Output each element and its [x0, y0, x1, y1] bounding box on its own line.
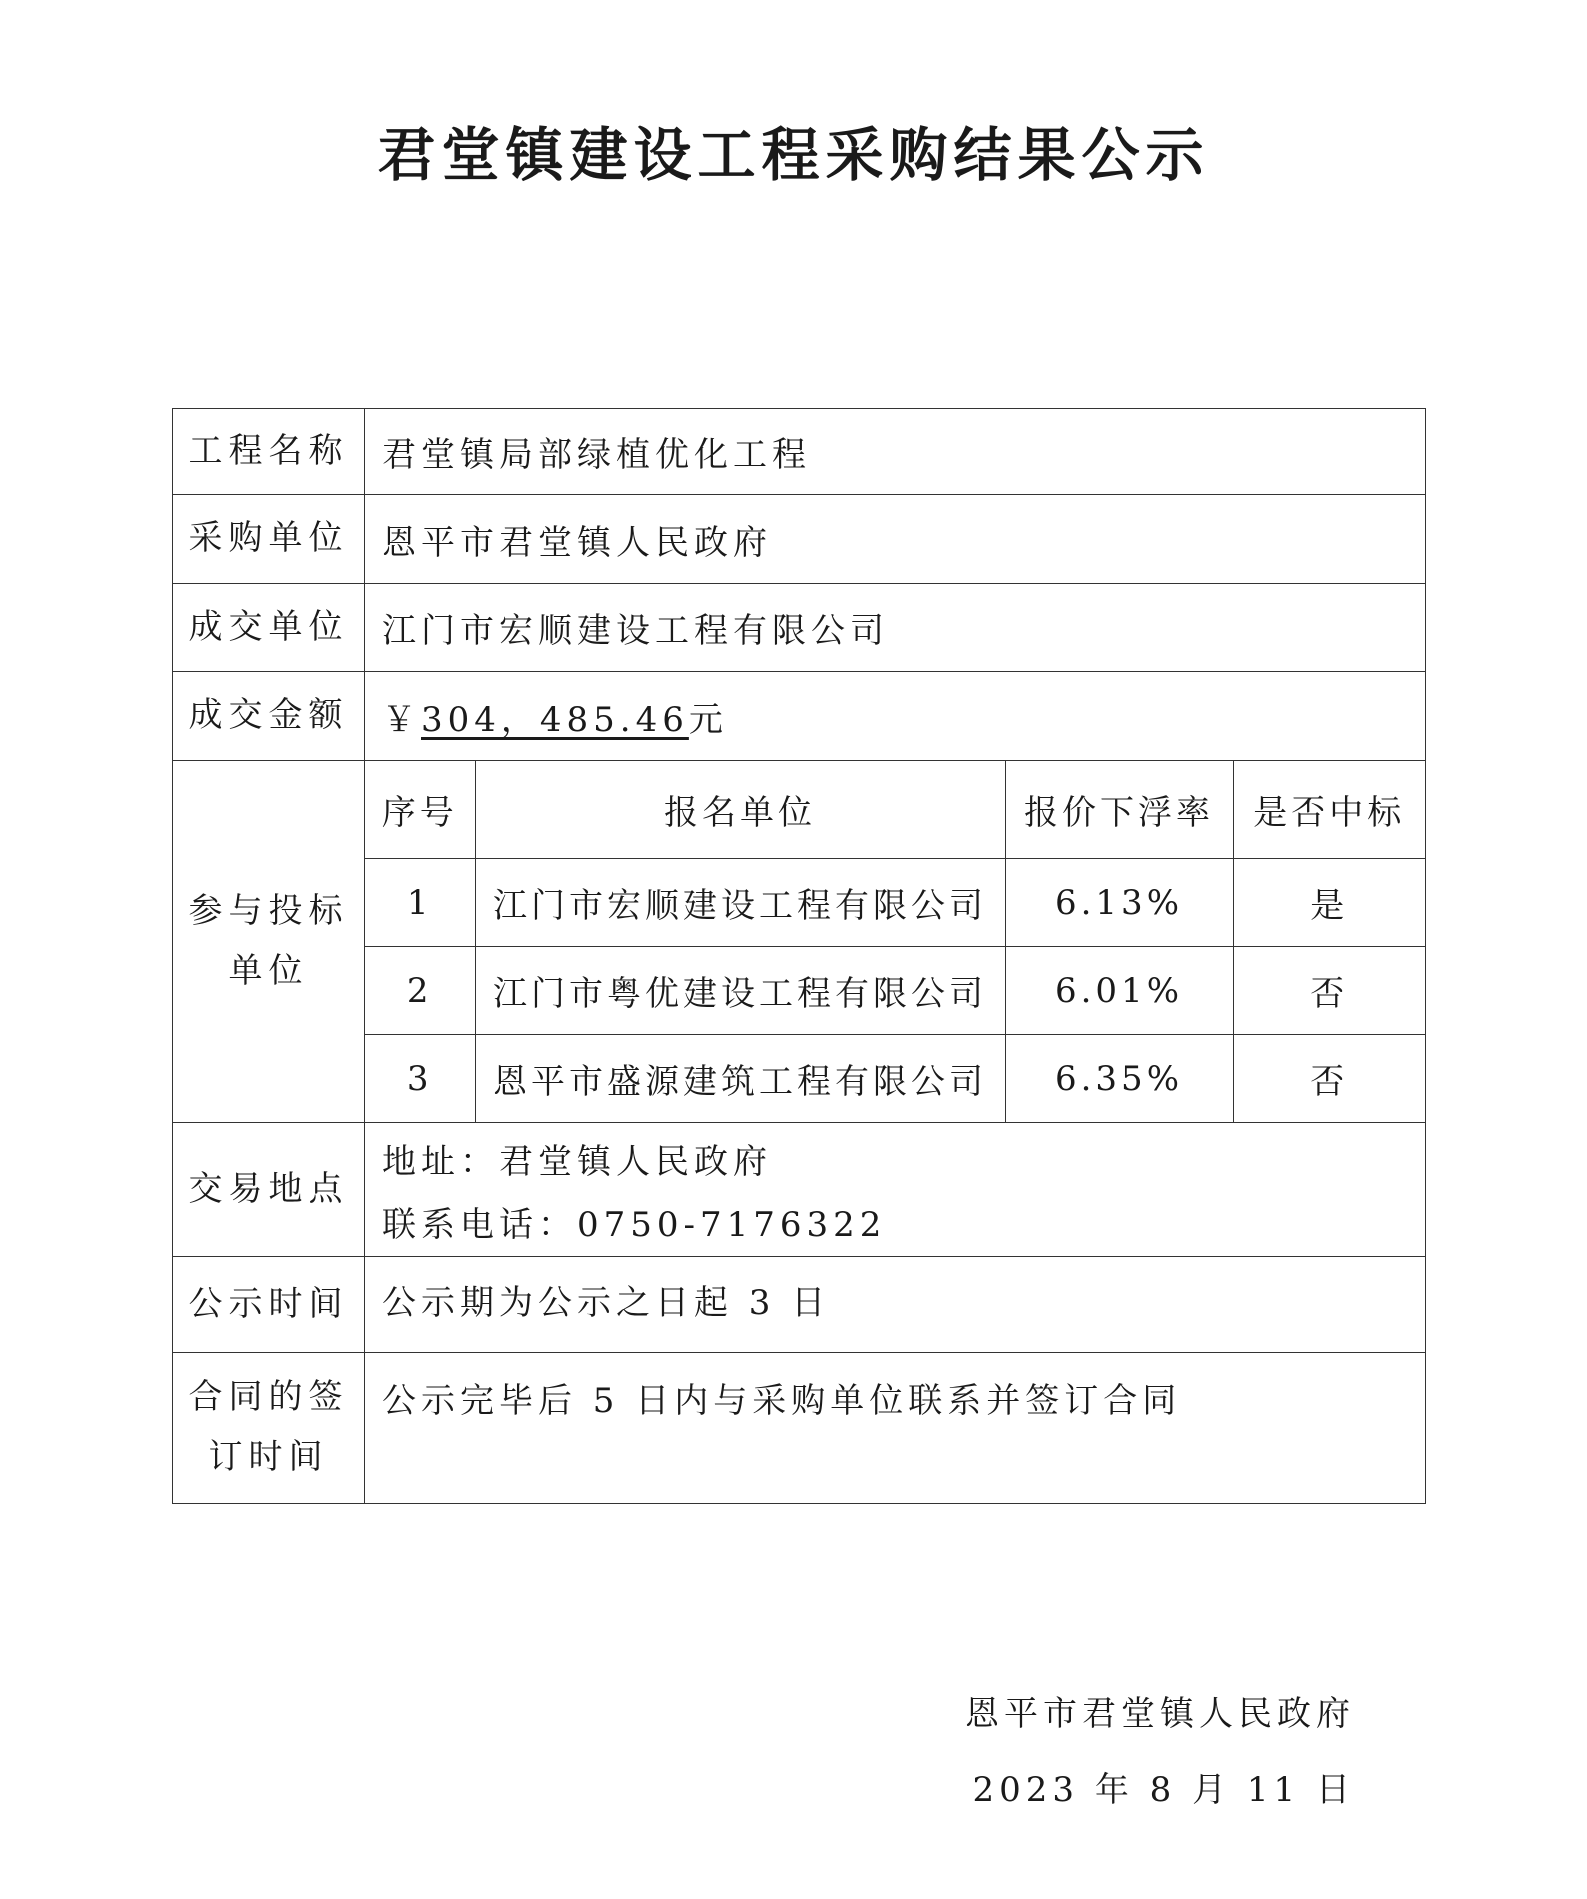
row-bidders	[173, 761, 1426, 1123]
project-name-value: 君堂镇局部绿植优化工程	[365, 409, 1426, 495]
bidders-label-line1: 参与投标	[188, 890, 349, 931]
purchaser-value: 恩平市君堂镇人民政府	[365, 495, 1426, 584]
row-contract	[173, 1353, 1426, 1504]
page-title: 君堂镇建设工程采购结果公示	[377, 121, 1210, 189]
table-row	[365, 1035, 1425, 1123]
row-purchaser	[173, 495, 1426, 584]
bidder-name: 江门市粤优建设工程有限公司	[475, 947, 1005, 1035]
row-winner	[173, 584, 1426, 672]
contract-value: 公示完毕后 5 日内与采购单位联系并签订合同	[365, 1353, 1426, 1504]
location-address: 地址：君堂镇人民政府	[382, 1141, 772, 1182]
period-label: 公示时间	[173, 1257, 365, 1353]
winner-label: 成交单位	[173, 584, 365, 672]
row-period	[173, 1257, 1426, 1353]
bidders-label	[173, 761, 365, 1123]
bidders-label-line2: 单位	[228, 950, 309, 991]
bidder-won: 是	[1233, 859, 1425, 947]
purchaser-label: 采购单位	[173, 495, 365, 584]
row-location	[173, 1123, 1426, 1257]
bidder-won: 否	[1233, 1035, 1425, 1123]
location-phone: 联系电话：0750-7176322	[382, 1204, 887, 1245]
header-rate: 报价下浮率	[1005, 761, 1233, 859]
bidder-won: 否	[1233, 947, 1425, 1035]
bidder-name: 江门市宏顺建设工程有限公司	[475, 859, 1005, 947]
table-row	[365, 859, 1425, 947]
amount-unit: 元	[688, 699, 728, 740]
row-amount	[173, 672, 1426, 761]
bidder-name: 恩平市盛源建筑工程有限公司	[475, 1035, 1005, 1123]
amount-label: 成交金额	[173, 672, 365, 761]
period-value: 公示期为公示之日起 3 日	[365, 1257, 1426, 1353]
bidder-no: 2	[365, 947, 475, 1035]
location-value	[365, 1123, 1426, 1257]
bidders-header-row	[365, 761, 1425, 859]
contract-label	[173, 1353, 365, 1504]
amount-number: 304，485.46	[421, 699, 689, 740]
location-label: 交易地点	[173, 1123, 365, 1257]
project-name-label: 工程名称	[173, 409, 365, 495]
bidder-rate: 6.35%	[1005, 1035, 1233, 1123]
amount-value	[365, 672, 1426, 761]
table-row	[365, 947, 1425, 1035]
signature-org: 恩平市君堂镇人民政府	[965, 1694, 1355, 1734]
header-name: 报名单位	[475, 761, 1005, 859]
contract-label-line2: 订时间	[208, 1437, 329, 1477]
winner-value: 江门市宏顺建设工程有限公司	[365, 584, 1426, 672]
bidders-table	[365, 761, 1425, 1122]
header-no: 序号	[365, 761, 475, 859]
signature-date: 2023 年 8 月 11 日	[972, 1770, 1355, 1810]
currency-symbol: ￥	[382, 699, 421, 740]
bidder-rate: 6.13%	[1005, 859, 1233, 947]
bidder-rate: 6.01%	[1005, 947, 1233, 1035]
header-won: 是否中标	[1233, 761, 1425, 859]
bidder-no: 1	[365, 859, 475, 947]
contract-label-line1: 合同的签	[188, 1377, 349, 1418]
row-project-name	[173, 409, 1426, 495]
procurement-result-table	[172, 408, 1426, 1504]
bidder-no: 3	[365, 1035, 475, 1123]
bidders-cell	[365, 761, 1426, 1123]
